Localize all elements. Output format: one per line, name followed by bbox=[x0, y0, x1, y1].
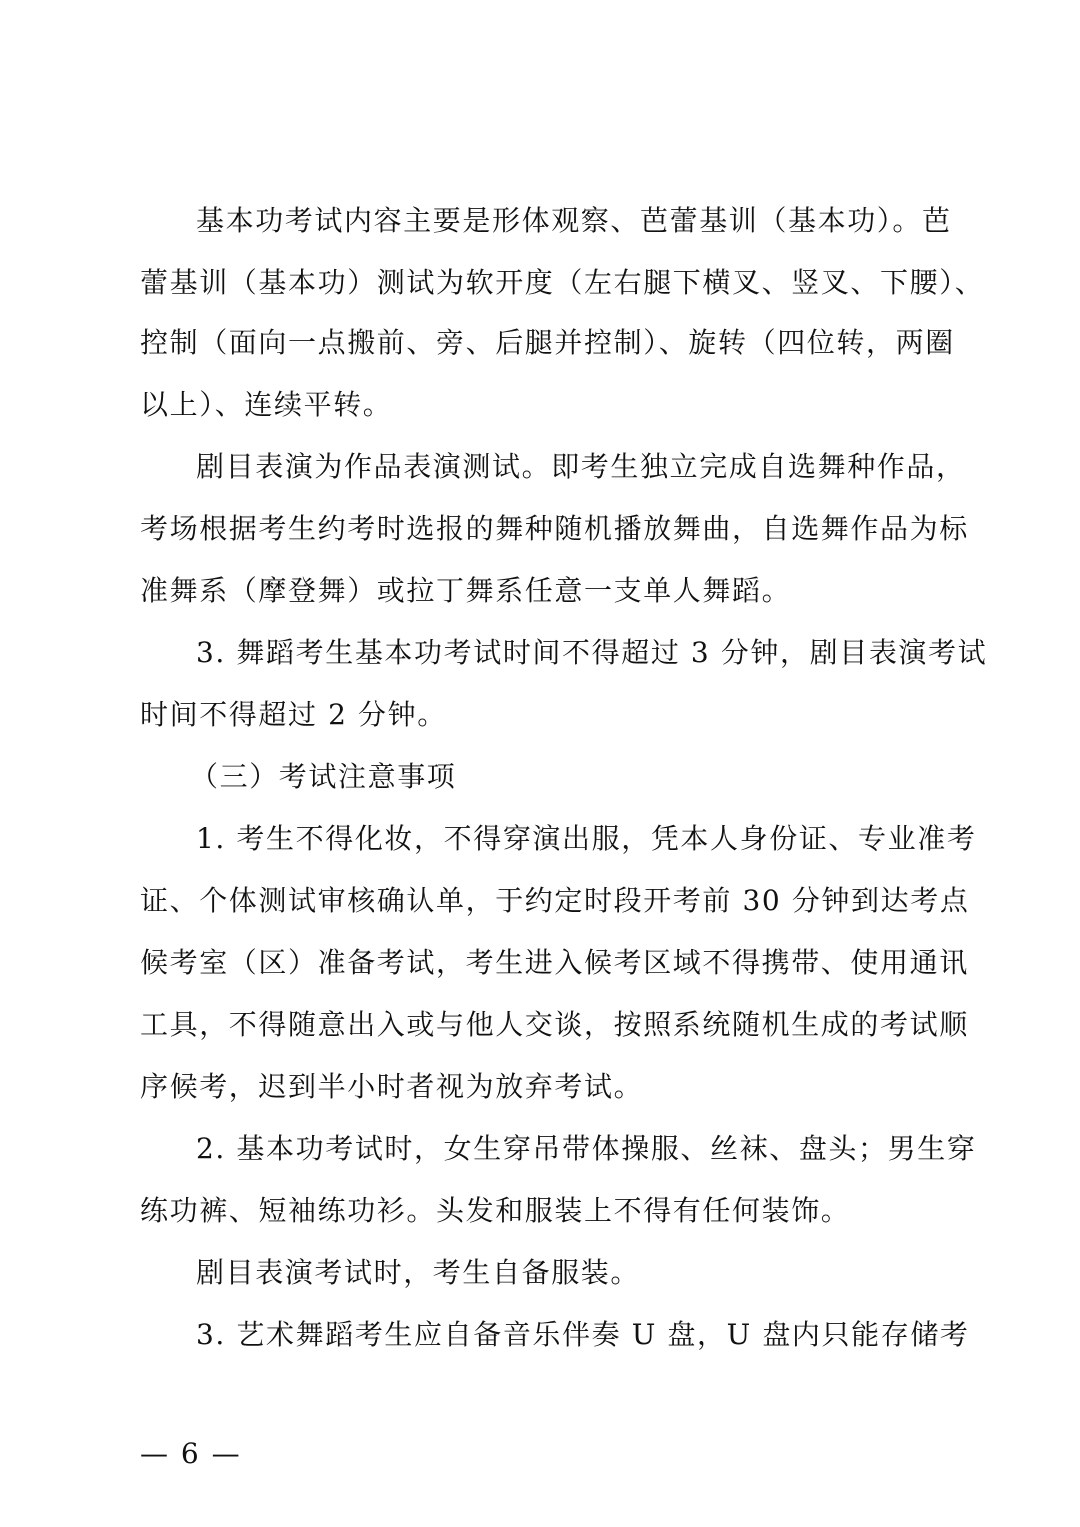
text-line: 蕾基训（基本功）测试为软开度（左右腿下横叉、竖叉、下腰）、 bbox=[140, 266, 985, 299]
text-line: 基本功考试内容主要是形体观察、芭蕾基训（基本功）。芭 bbox=[196, 204, 952, 237]
text-line: 3. 艺术舞蹈考生应自备音乐伴奏 U 盘，U 盘内只能存储考 bbox=[196, 1318, 970, 1351]
text-line: 工具，不得随意出入或与他人交谈，按照系统随机生成的考试顺 bbox=[140, 1008, 969, 1041]
text-line: 时间不得超过 2 分钟。 bbox=[140, 698, 447, 731]
text-line: 序候考，迟到半小时者视为放弃考试。 bbox=[140, 1070, 644, 1103]
text-line: 候考室（区）准备考试，考生进入候考区域不得携带、使用通讯 bbox=[140, 946, 969, 979]
text-line: 考场根据考生约考时选报的舞种随机播放舞曲，自选舞作品为标 bbox=[140, 512, 969, 545]
text-line: 以上）、连续平转。 bbox=[140, 388, 393, 421]
section-heading: （三）考试注意事项 bbox=[190, 760, 457, 793]
page-number: — 6 — bbox=[140, 1437, 242, 1470]
text-line: 2. 基本功考试时，女生穿吊带体操服、丝袜、盘头；男生穿 bbox=[196, 1132, 977, 1165]
text-line: 准舞系（摩登舞）或拉丁舞系任意一支单人舞蹈。 bbox=[140, 574, 792, 607]
text-line: 证、个体测试审核确认单，于约定时段开考前 30 分钟到达考点 bbox=[140, 884, 970, 917]
text-line: 剧目表演考试时，考生自备服装。 bbox=[196, 1256, 641, 1289]
text-line: 练功裤、短袖练功衫。头发和服装上不得有任何装饰。 bbox=[140, 1194, 851, 1227]
text-line: 剧目表演为作品表演测试。即考生独立完成自选舞种作品， bbox=[196, 450, 966, 483]
text-line: 3. 舞蹈考生基本功考试时间不得超过 3 分钟，剧目表演考试 bbox=[196, 636, 988, 669]
text-line: 控制（面向一点搬前、旁、后腿并控制）、旋转（四位转，两圈 bbox=[140, 326, 955, 359]
text-line: 1. 考生不得化妆，不得穿演出服，凭本人身份证、专业准考 bbox=[196, 822, 977, 855]
